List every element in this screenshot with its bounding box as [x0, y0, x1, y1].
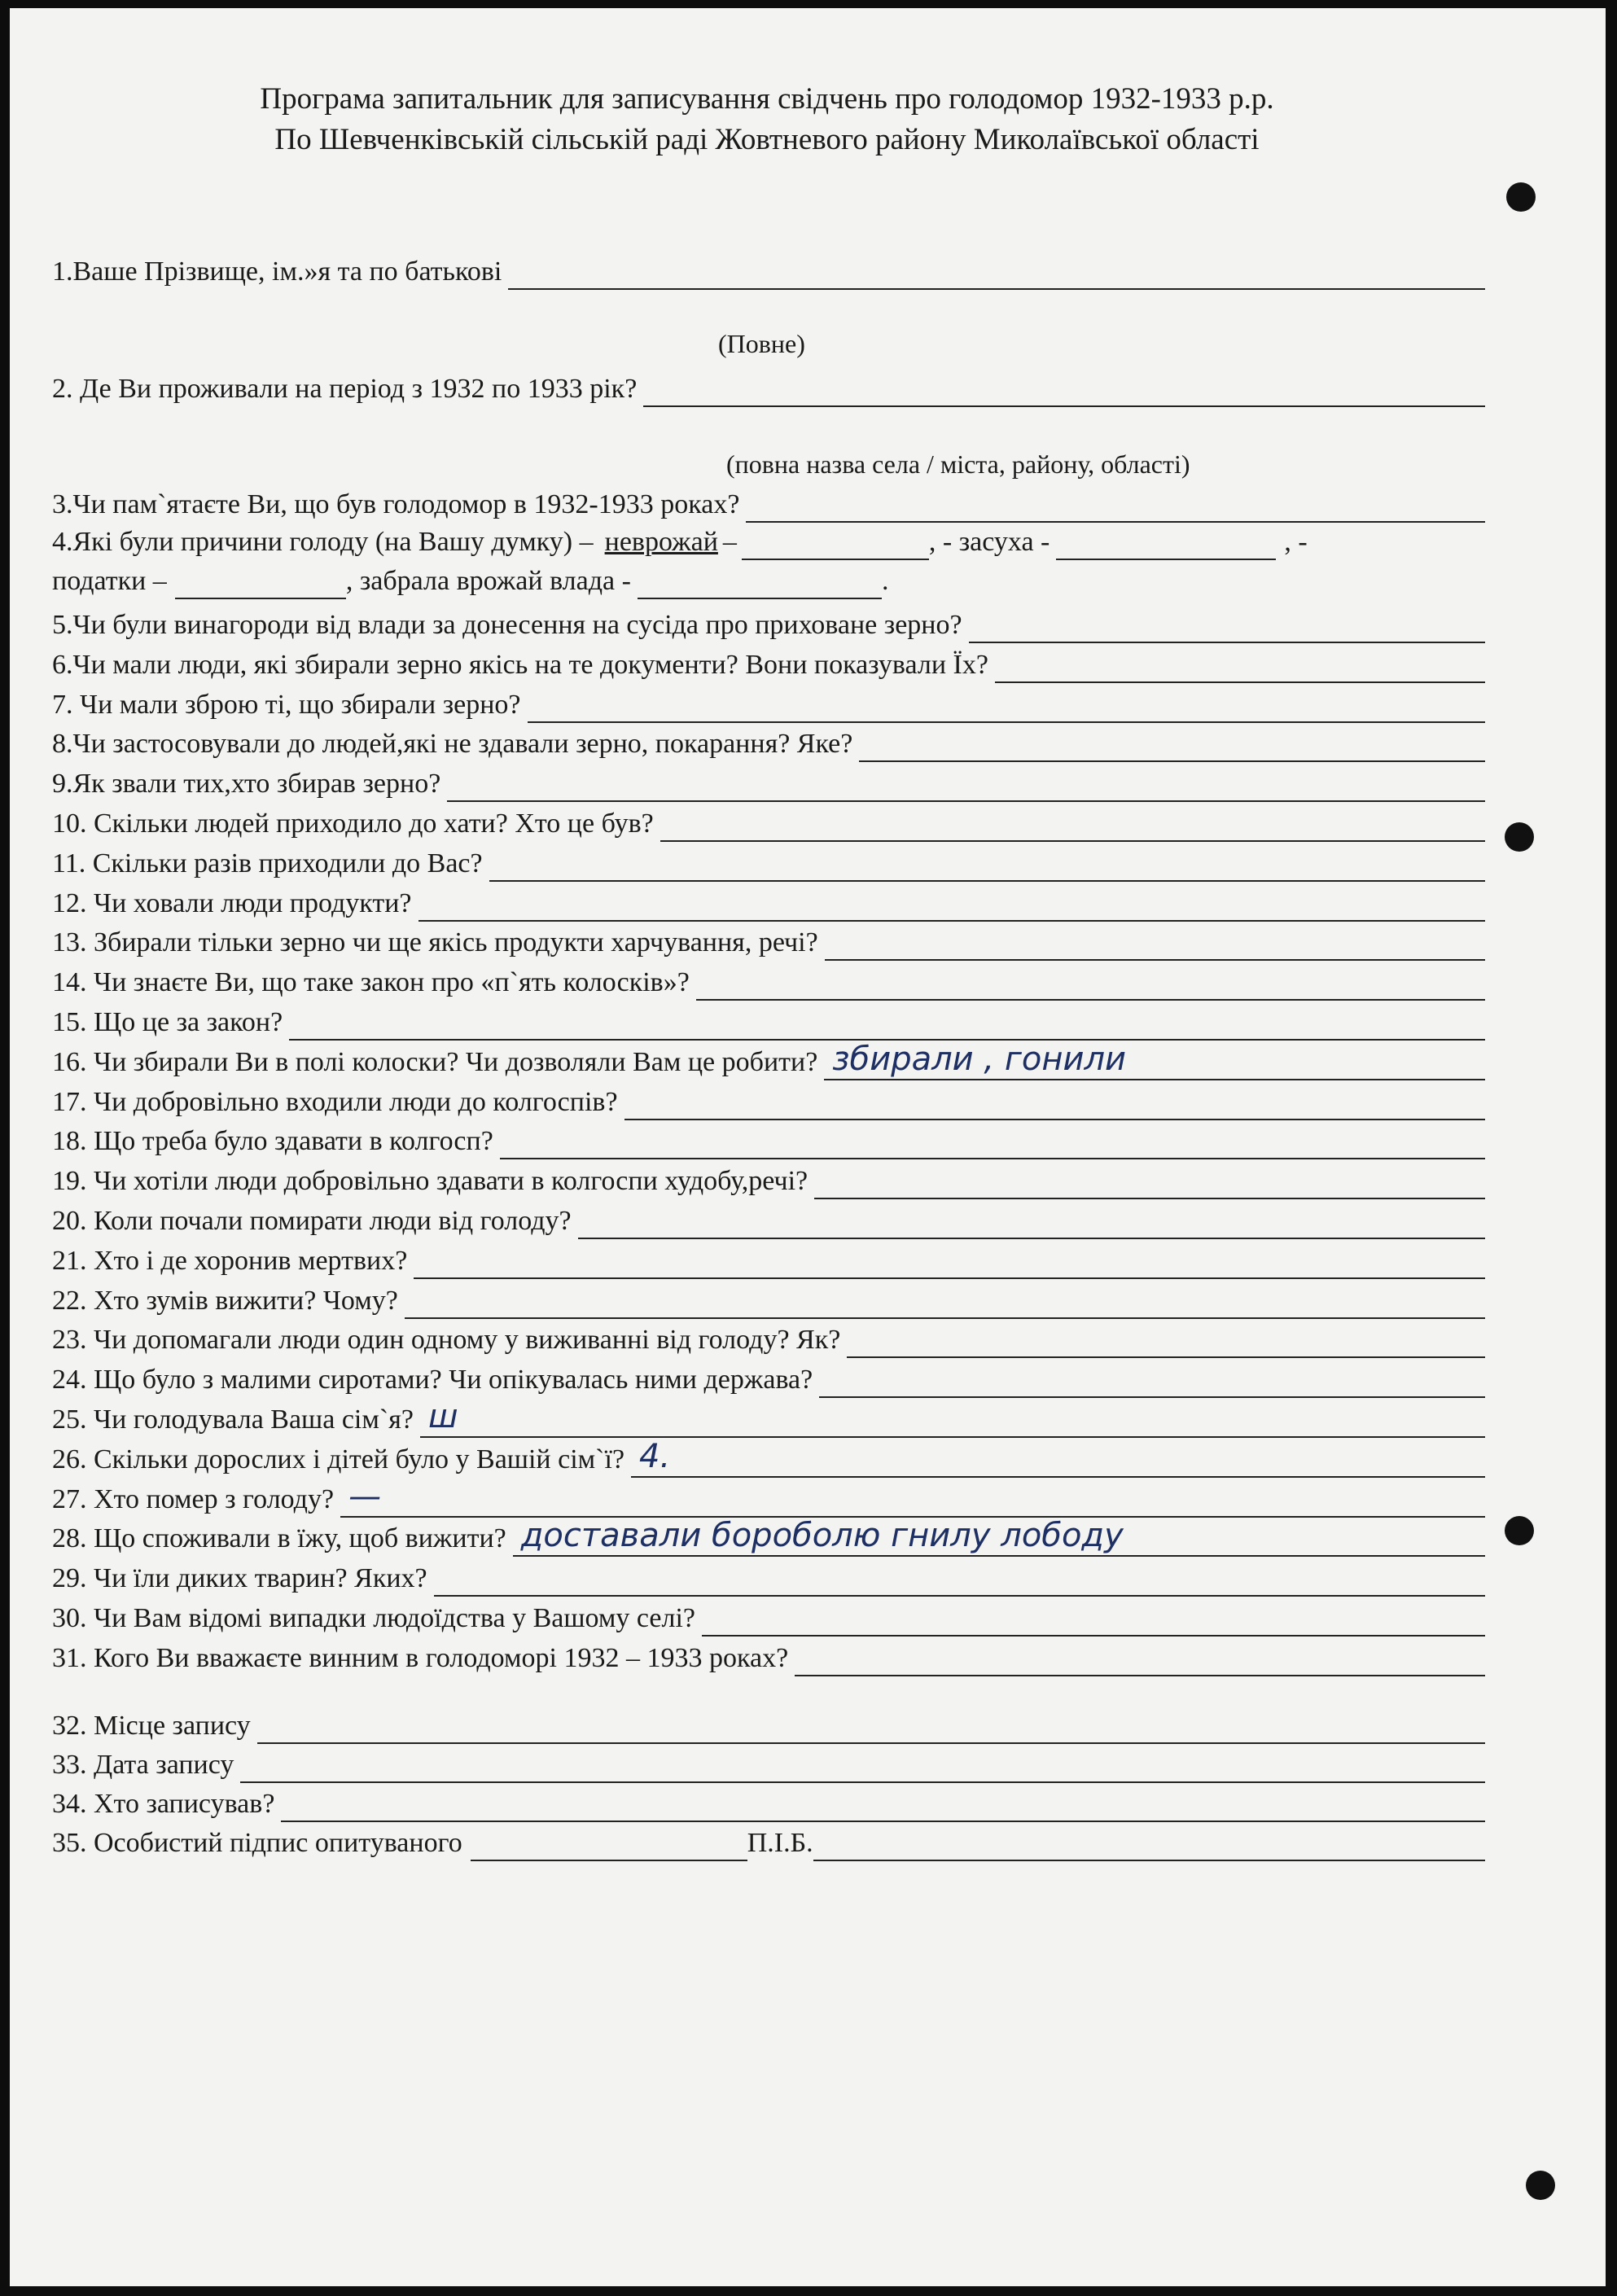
question-row — [52, 886, 1485, 922]
question-label: , забрала врожай влада - — [345, 566, 631, 596]
question-row — [52, 1747, 1485, 1783]
question-label: 19. Чи хотіли люди добровільно здавати в колгоспи худобу,речі? — [52, 1166, 808, 1197]
question-label: 11. Скільки разів приходили до Вас? — [52, 848, 483, 879]
question-label: 3.Чи пам`ятаєте Ви, що був голодомор в 1932-1933 роках? — [52, 489, 740, 519]
question-row — [52, 1283, 1485, 1319]
answer-field[interactable] — [528, 697, 1485, 723]
answer-field[interactable] — [175, 576, 346, 599]
question-row — [52, 1203, 1485, 1239]
question-label: 7. Чи мали зброю ті, що збирали зерно? — [52, 689, 521, 720]
answer-field[interactable] — [702, 1610, 1485, 1637]
answer-field[interactable] — [1056, 537, 1276, 560]
question-row — [52, 1362, 1485, 1398]
question-row: 4.Які були причини голоду (на Вашу думку) – неврожай – , - засуха - , - — [52, 524, 1485, 560]
handwritten-answer: збирали , гонили — [832, 1040, 1127, 1078]
question-label: 21. Хто і де хоронив мертвих? — [52, 1245, 408, 1276]
question-row — [52, 254, 1485, 290]
answer-field[interactable] — [859, 736, 1485, 762]
question-row — [52, 687, 1485, 723]
answer-field[interactable] — [746, 497, 1485, 523]
question-row — [52, 1517, 1485, 1557]
answer-field[interactable] — [257, 1718, 1485, 1744]
question-row — [52, 766, 1485, 802]
question-row — [52, 607, 1485, 643]
answer-field[interactable] — [825, 935, 1485, 961]
question-label: 16. Чи збирали Ви в полі колоски? Чи дозволяли Вам це робити? — [52, 1046, 818, 1077]
question-label: 4.Які були причини голоду (на Вашу думку) – — [52, 527, 594, 557]
question-row — [52, 1040, 1485, 1080]
question-row — [52, 1825, 1485, 1861]
questionnaire-sheet — [10, 8, 1606, 2286]
punch-hole-icon — [1506, 182, 1536, 212]
question-row — [52, 806, 1485, 842]
answer-field[interactable] — [995, 657, 1485, 683]
question-label: 26. Скільки дорослих і дітей було у Вашій сім`ї? — [52, 1444, 625, 1474]
question-row — [52, 1084, 1485, 1120]
document-title-line-2: По Шевченківській сільській раді Жовтневого району Миколаївської області — [274, 123, 1260, 156]
question-label: 33. Дата запису — [52, 1750, 234, 1780]
field-hint: (Повне) — [718, 329, 805, 358]
answer-field[interactable] — [814, 1173, 1485, 1199]
answer-field[interactable] — [660, 816, 1485, 842]
punch-hole-icon — [1505, 822, 1534, 852]
question-label: 13. Збирали тільки зерно чи ще якісь продукти харчування, речі? — [52, 927, 818, 958]
question-label: 8.Чи застосовували до людей,які не здавали зерно, покарання? Яке? — [52, 729, 853, 760]
question-label: 35. Особистий підпис опитуваного — [52, 1828, 462, 1858]
question-label: 31. Кого Ви вважаєте винним в голодоморі 1932 – 1933 роках? — [52, 1642, 789, 1673]
answer-field[interactable] — [434, 1571, 1485, 1597]
question-label: 24. Що було з малими сиротами? Чи опікувалась ними держава? — [52, 1365, 813, 1396]
handwritten-answer: 4. — [639, 1437, 671, 1475]
question-label: 6.Чи мали люди, які збирали зерно якісь на те документи? Вони показували Їх? — [52, 649, 988, 680]
question-label: 9.Як звали тих,хто збирав зерно? — [52, 769, 441, 800]
answer-field[interactable] — [500, 1133, 1485, 1159]
question-row — [52, 726, 1485, 762]
question-label: 32. Місце запису — [52, 1711, 251, 1741]
question-row — [52, 1124, 1485, 1159]
question-row — [52, 487, 1485, 523]
answer-field[interactable] — [513, 1517, 1485, 1557]
handwritten-answer: — — [348, 1477, 382, 1515]
question-row — [52, 1601, 1485, 1637]
answer-field[interactable] — [631, 1437, 1485, 1478]
question-label: 34. Хто записував? — [52, 1789, 275, 1819]
question-label: 15. Що це за закон? — [52, 1007, 283, 1037]
question-label: 14. Чи знаєте Ви, що таке закон про «п`ять колосків»? — [52, 967, 690, 998]
answer-field[interactable] — [289, 1014, 1485, 1041]
question-row — [52, 1163, 1485, 1199]
question-label: 23. Чи допомагали люди один одному у виживанні від голоду? Як? — [52, 1325, 841, 1356]
question-label: 18. Що треба було здавати в колгосп? — [52, 1126, 493, 1157]
answer-field[interactable] — [340, 1477, 1485, 1518]
question-row — [52, 1477, 1485, 1518]
question-label: П.І.Б. — [747, 1828, 813, 1858]
question-label: 29. Чи їли диких тварин? Яких? — [52, 1563, 427, 1594]
question-row — [52, 1005, 1485, 1041]
question-label: 10. Скільки людей приходило до хати? Хто це був? — [52, 808, 654, 839]
answer-field[interactable] — [578, 1213, 1485, 1239]
answer-field[interactable] — [240, 1757, 1485, 1783]
question-row — [52, 1561, 1485, 1597]
question-label: 12. Чи ховали люди продукти? — [52, 887, 412, 918]
answer-field[interactable] — [508, 264, 1485, 290]
question-row — [52, 846, 1485, 882]
question-row — [52, 925, 1485, 961]
answer-field[interactable] — [420, 1398, 1485, 1438]
question-label: 25. Чи голодувала Ваша сім`я? — [52, 1404, 414, 1435]
answer-field[interactable] — [696, 975, 1485, 1001]
answer-field[interactable] — [414, 1253, 1485, 1279]
question-row — [52, 647, 1485, 683]
document-title-line-1: Програма запитальник для записування свідчень про голодомор 1932-1933 р.р. — [260, 82, 1274, 116]
question-label: 1.Ваше Прізвище, ім.»я та по батькові — [52, 256, 502, 287]
question-label: 5.Чи були винагороди від влади за донесення на сусіда про приховане зерно? — [52, 610, 962, 640]
handwritten-answer: доставали бороболю гнилу лободу — [520, 1517, 1124, 1555]
question-label: податки – — [52, 566, 167, 596]
answer-field[interactable] — [643, 381, 1485, 407]
handwritten-answer: неврожай — [604, 527, 718, 557]
question-row — [52, 371, 1485, 407]
answer-field[interactable] — [969, 617, 1485, 643]
answer-field[interactable] — [819, 1372, 1485, 1398]
answer-field[interactable] — [824, 1040, 1485, 1080]
question-row — [52, 1708, 1485, 1744]
question-label: 22. Хто зумів вижити? Чому? — [52, 1285, 398, 1316]
answer-field[interactable] — [624, 1094, 1485, 1120]
answer-field[interactable] — [405, 1293, 1485, 1319]
question-label: , - засуха - — [928, 527, 1050, 557]
question-label: 20. Коли почали помирати люди від голоду? — [52, 1206, 572, 1236]
question-row — [52, 1398, 1485, 1438]
answer-field[interactable] — [489, 856, 1485, 882]
field-hint: (повна назва села / міста, району, області) — [726, 449, 1190, 479]
answer-field[interactable] — [795, 1650, 1485, 1676]
full-name-field[interactable] — [813, 1835, 1485, 1861]
question-label: 27. Хто помер з голоду? — [52, 1483, 335, 1514]
question-label: 28. Що споживали в їжу, щоб вижити? — [52, 1523, 506, 1554]
question-row — [52, 1641, 1485, 1676]
answer-field[interactable] — [418, 896, 1485, 922]
punch-hole-icon — [1505, 1516, 1534, 1545]
question-row — [52, 1243, 1485, 1279]
question-label: 17. Чи добровільно входили люди до колгоспів? — [52, 1086, 618, 1117]
question-row — [52, 1437, 1485, 1478]
answer-field[interactable] — [638, 576, 882, 599]
answer-field[interactable] — [742, 537, 929, 560]
answer-field[interactable] — [281, 1796, 1485, 1822]
question-row — [52, 965, 1485, 1001]
question-label: 30. Чи Вам відомі випадки людоїдства у Вашому селі? — [52, 1603, 695, 1633]
question-row — [52, 1786, 1485, 1822]
question-label: 2. Де Ви проживали на період з 1932 по 1933 рік? — [52, 374, 638, 404]
punch-hole-icon — [1526, 2171, 1555, 2200]
question-row: податки – , забрала врожай влада - . — [52, 563, 1485, 599]
question-row — [52, 1322, 1485, 1358]
signature-field[interactable] — [471, 1838, 747, 1861]
answer-field[interactable] — [847, 1332, 1485, 1358]
answer-field[interactable] — [447, 776, 1485, 802]
handwritten-answer: ш — [427, 1398, 458, 1435]
